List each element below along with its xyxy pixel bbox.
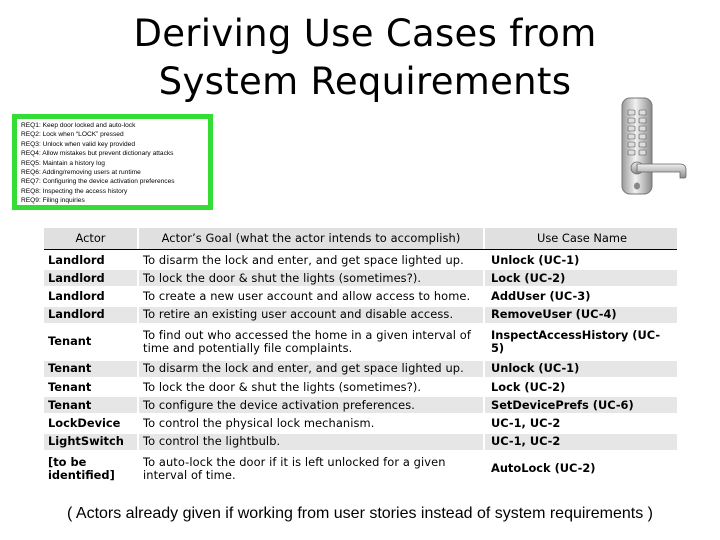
keypad-door-lock-icon bbox=[600, 92, 690, 202]
actor-cell: [to be identified] bbox=[44, 452, 139, 486]
requirement-item: REQ4: Allow mistakes but prevent dictionary attacks bbox=[21, 150, 174, 158]
actor-cell: Tenant bbox=[44, 379, 139, 395]
requirement-item: REQ7: Configuring the device activation preferences bbox=[21, 178, 175, 186]
goal-cell: To lock the door & shut the lights (sometimes?). bbox=[139, 379, 485, 395]
goal-cell: To control the physical lock mechanism. bbox=[139, 415, 485, 431]
slide-title-line-2: System Requirements bbox=[158, 60, 572, 103]
header-goal: Actor’s Goal (what the actor intends to accomplish) bbox=[139, 228, 485, 249]
actor-cell: Landlord bbox=[44, 252, 139, 268]
use-case-cell: Lock (UC-2) bbox=[491, 379, 566, 394]
use-case-cell: RemoveUser (UC-4) bbox=[491, 307, 617, 322]
table-row bbox=[44, 250, 677, 268]
actor-cell: Tenant bbox=[44, 325, 139, 359]
actor-cell: Landlord bbox=[44, 288, 139, 304]
goal-cell: To retire an existing user account and disable access. bbox=[139, 307, 485, 323]
requirement-item: REQ1: Keep door locked and auto-lock bbox=[21, 122, 136, 129]
table-row bbox=[44, 305, 677, 323]
requirement-item: REQ6: Adding/removing users at runtime bbox=[21, 169, 141, 177]
requirement-item: REQ2: Lock when “LOCK” pressed bbox=[21, 131, 124, 139]
requirement-item: REQ9: Filing inquiries bbox=[21, 197, 85, 205]
goal-cell: To disarm the lock and enter, and get space lighted up. bbox=[139, 252, 485, 268]
actor-cell: LightSwitch bbox=[44, 434, 139, 450]
table-row bbox=[44, 377, 677, 395]
goal-cell: To control the lightbulb. bbox=[139, 434, 485, 450]
header-actor: Actor bbox=[44, 228, 139, 249]
use-case-cell: Lock (UC-2) bbox=[491, 270, 566, 285]
table-row bbox=[44, 359, 677, 377]
requirement-item: REQ8: Inspecting the access history bbox=[21, 187, 128, 195]
use-case-table bbox=[44, 228, 677, 486]
actor-cell: LockDevice bbox=[44, 415, 139, 431]
actor-cell: Tenant bbox=[44, 361, 139, 377]
requirements-box bbox=[12, 114, 213, 210]
table-row bbox=[44, 413, 677, 431]
requirement-item: REQ3: Unlock when valid key provided bbox=[21, 140, 135, 148]
header-use-case: Use Case Name bbox=[536, 231, 627, 245]
table-row bbox=[44, 323, 677, 359]
use-case-cell: SetDevicePrefs (UC-6) bbox=[491, 397, 634, 412]
goal-cell: To configure the device activation preferences. bbox=[139, 397, 485, 413]
use-case-cell: AddUser (UC-3) bbox=[491, 288, 591, 303]
use-case-cell: Unlock (UC-1) bbox=[491, 361, 580, 376]
actor-cell: Tenant bbox=[44, 397, 139, 413]
table-row bbox=[44, 450, 677, 486]
goal-cell: To disarm the lock and enter, and get space lighted up. bbox=[139, 361, 485, 377]
use-case-cell: UC-1, UC-2 bbox=[491, 415, 561, 430]
use-case-cell: AutoLock (UC-2) bbox=[491, 461, 596, 476]
goal-cell: To lock the door & shut the lights (sometimes?). bbox=[139, 270, 485, 286]
use-case-cell: Unlock (UC-1) bbox=[491, 252, 580, 267]
goal-cell: To auto-lock the door if it is left unlocked for a given interval of time. bbox=[139, 452, 485, 486]
requirement-item: REQ5: Maintain a history log bbox=[21, 159, 105, 167]
actor-cell: Landlord bbox=[44, 307, 139, 323]
table-row bbox=[44, 432, 677, 450]
slide-title bbox=[120, 10, 610, 106]
table-row bbox=[44, 268, 677, 286]
table-row bbox=[44, 286, 677, 304]
slide-title-line-1: Deriving Use Cases from bbox=[133, 12, 597, 55]
goal-cell: To create a new user account and allow access to home. bbox=[139, 288, 485, 304]
table-header-row bbox=[44, 228, 677, 250]
goal-cell: To find out who accessed the home in a given interval of time and potentially file complaints. bbox=[139, 325, 485, 359]
table-row bbox=[44, 395, 677, 413]
footer-note: ( Actors already given if working from user stories instead of system requirements ) bbox=[67, 505, 653, 522]
use-case-cell: UC-1, UC-2 bbox=[491, 434, 561, 449]
actor-cell: Landlord bbox=[44, 270, 139, 286]
use-case-cell: InspectAccessHistory (UC-5) bbox=[491, 327, 661, 355]
